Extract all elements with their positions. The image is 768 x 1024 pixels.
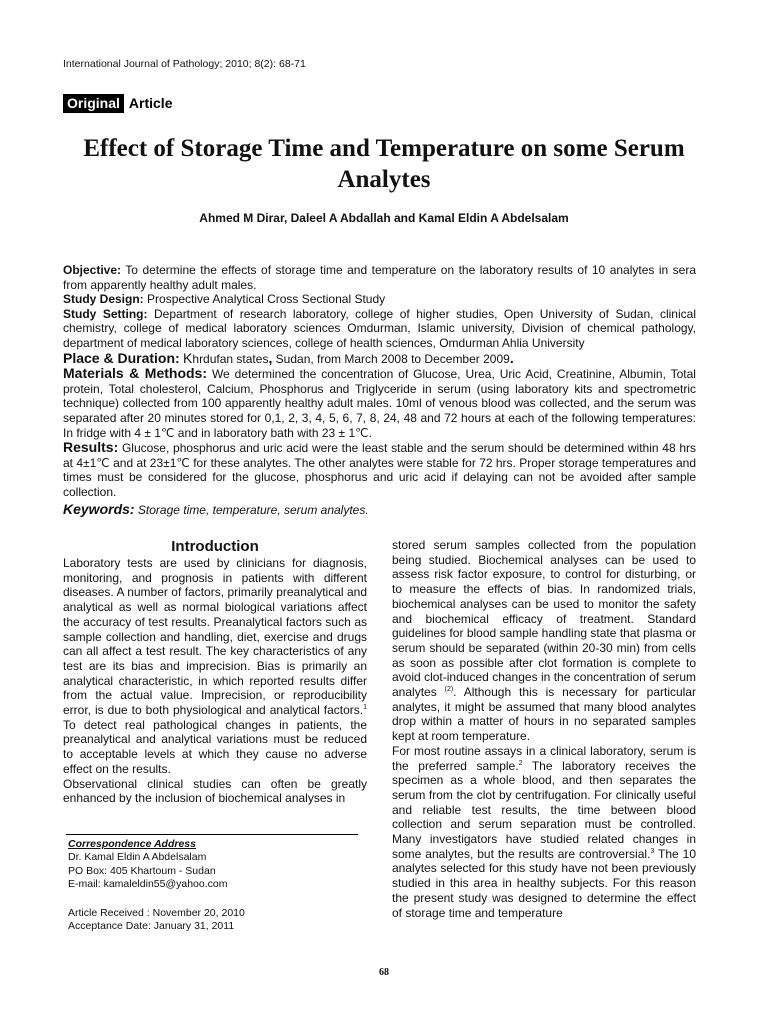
design-label: Study Design: <box>63 292 144 307</box>
place-comma: , <box>268 349 273 366</box>
setting-text: Department of research laboratory, college of higher studies, Open University of Sudan, clinical chemistry, college of medical laboratory sciences Omdurman, Islamic university, Division of chemical pathology, department of medical laboratory sciences, college of health sciences, Omdurman Ahlia University <box>63 306 696 350</box>
correspondence-name: Dr. Kamal Eldin A Abdelsalam <box>68 851 207 864</box>
paper-title: Effect of Storage Time and Temperature on some Serum Analytes <box>83 135 685 193</box>
journal-citation: International Journal of Pathology; 2010; 8(2): 68-71 <box>63 58 306 70</box>
correspondence-email: E-mail: kamaleldin55@yahoo.com <box>68 877 228 890</box>
results-text: Glucose, phosphorus and uric acid were the least stable and the serum should be determined within 48 hrs at 4±1℃ and at 23±1℃ for these analytes. The other analytes were stable for 72 hrs. Proper storage temperatures and times must be considered for the glucose, phosphorus and uric acid if delaying can not be avoided after sample collection. <box>63 441 696 499</box>
setting-label: Study Setting: <box>63 306 148 321</box>
results-label: Results: <box>63 439 119 456</box>
authors: Ahmed M Dirar, Daleel A Abdallah and Kamal Eldin A Abdelsalam <box>199 211 569 225</box>
abstract-methods <box>63 366 696 440</box>
methods-text: We determined the concentration of Glucose, Urea, Uric Acid, Creatinine, Albumin, Total protein, Total cholesterol, Calcium, Phosphorus and Triglyceride in serum (using laboratory kits and spectrometric technique) collected from 100 apparently healthy adult males. 10ml of venous blood was collected, and the serum was separated after 20 minutes stored for 0,1, 2, 3, 4, 5, 6, 7, 8, 24, 48 and 72 hours at each of the following temperatures: In fridge with 4 ± 1℃ and in laboratory bath with 23 ± 1℃. <box>63 367 696 440</box>
abstract <box>63 263 696 517</box>
intro-p1-text: Laboratory tests are used by clinicians for diagnosis, monitoring, and prognosis in patients with different diseases. A number of factors, primarily preanalytical and analytical as well as normal biological variations affect the accuracy of test results. Preanalytical factors such as sample collection and handling, diet, exercise and drugs can all affect a test result. The key characteristics of any test are its bias and imprecision. Bias is primarily an analytical characteristic, in which reported results differ from the actual value. Imprecision, or reproducibility error, is due to both physiological and analytical factors. <box>63 556 367 718</box>
abstract-keywords <box>63 502 696 518</box>
correspondence-heading: Correspondence Address <box>68 838 196 850</box>
reference-2a: (2) <box>444 686 454 694</box>
keywords-text: Storage time, temperature, serum analytes. <box>137 502 369 517</box>
intro-p1-cont: To detect real pathological changes in patients, the preanalytical and analytical variations must be reduced to acceptable levels at which they cause no adverse effect on the results. <box>63 717 367 776</box>
design-text: Prospective Analytical Cross Sectional Study <box>147 292 386 307</box>
reference-1: 1 <box>363 704 367 712</box>
objective-text: To determine the effects of storage time and temperature on the laboratory results of 10 analytes in sera from apparently healthy adult males. <box>63 263 697 292</box>
place-initial: K <box>183 349 193 366</box>
intro-p4-cont: The laboratory receives the specimen as a whole blood, and then separates the serum from the clot by centrifugation. For clinically useful and reliable test results, the time between blood collection and serum separation must be controlled. Many investigators have studied related changes in some analytes, but the results are controversial. <box>392 758 696 861</box>
correspondence-block <box>68 838 227 891</box>
keywords-label: Keywords: <box>63 500 135 517</box>
place-label: Place & Duration: <box>63 349 180 366</box>
objective-label: Objective: <box>63 263 122 277</box>
left-column <box>63 556 367 806</box>
abstract-results <box>63 440 696 499</box>
place-tail: Sudan, from March 2008 to December 2009 <box>272 351 510 366</box>
abstract-objective <box>63 263 696 292</box>
reference-2b: 2 <box>518 759 523 767</box>
place-end: . <box>509 349 514 366</box>
intro-p4-text: For most routine assays in a clinical laboratory, serum is the preferred sample. <box>392 743 696 773</box>
correspondence-po: PO Box: 405 Khartoum - Sudan <box>68 864 216 877</box>
intro-paragraph-4 <box>392 744 696 920</box>
correspondence-divider <box>66 834 358 835</box>
right-column <box>392 538 696 920</box>
intro-paragraph-1 <box>63 556 367 777</box>
intro-p3-cont: . Although this is necessary for particular analytes, it might be assumed that many blood analytes drop within a matter of hours in no separated samples kept at room temperature. <box>392 685 696 744</box>
article-type-badge <box>63 93 172 113</box>
badge-original: Original <box>63 94 124 113</box>
introduction-heading: Introduction <box>171 538 259 555</box>
intro-p4-end: The 10 analytes selected for this study have not been previously studied in this area in healthy subjects. For this reason the present study was designed to determine the effect of storage time and temperature <box>392 846 696 920</box>
intro-p3-text: stored serum samples collected from the population being studied. Biochemical analyses can be used to assess risk factor exposure, to control for disturbing, or to measure the effects of bias. In randomized trials, biochemical analyses can be used to monitor the safety and biochemical efficacy of treatment. Standard guidelines for blood sample handling state that plasma or serum should be separated (within 20-30 min) from cells as soon as possible after clot formation is complete to avoid clot-induced changes in the concentration of serum analytes <box>392 538 696 700</box>
page-number: 68 <box>379 967 389 978</box>
abstract-setting <box>63 307 696 351</box>
accepted-date: Acceptance Date: January 31, 2011 <box>68 920 235 933</box>
article-dates <box>68 907 245 934</box>
abstract-design <box>63 292 696 307</box>
reference-3: 3 <box>650 847 655 855</box>
badge-article: Article <box>128 95 173 111</box>
received-date: Article Received : November 20, 2010 <box>68 907 245 919</box>
methods-label: Materials & Methods: <box>63 365 207 382</box>
place-text: hrdufan states <box>192 351 269 366</box>
intro-paragraph-2: Observational clinical studies can often be greatly enhanced by the inclusion of biochemical analyses in <box>63 776 367 806</box>
abstract-place <box>63 351 696 367</box>
intro-paragraph-3 <box>392 538 696 744</box>
